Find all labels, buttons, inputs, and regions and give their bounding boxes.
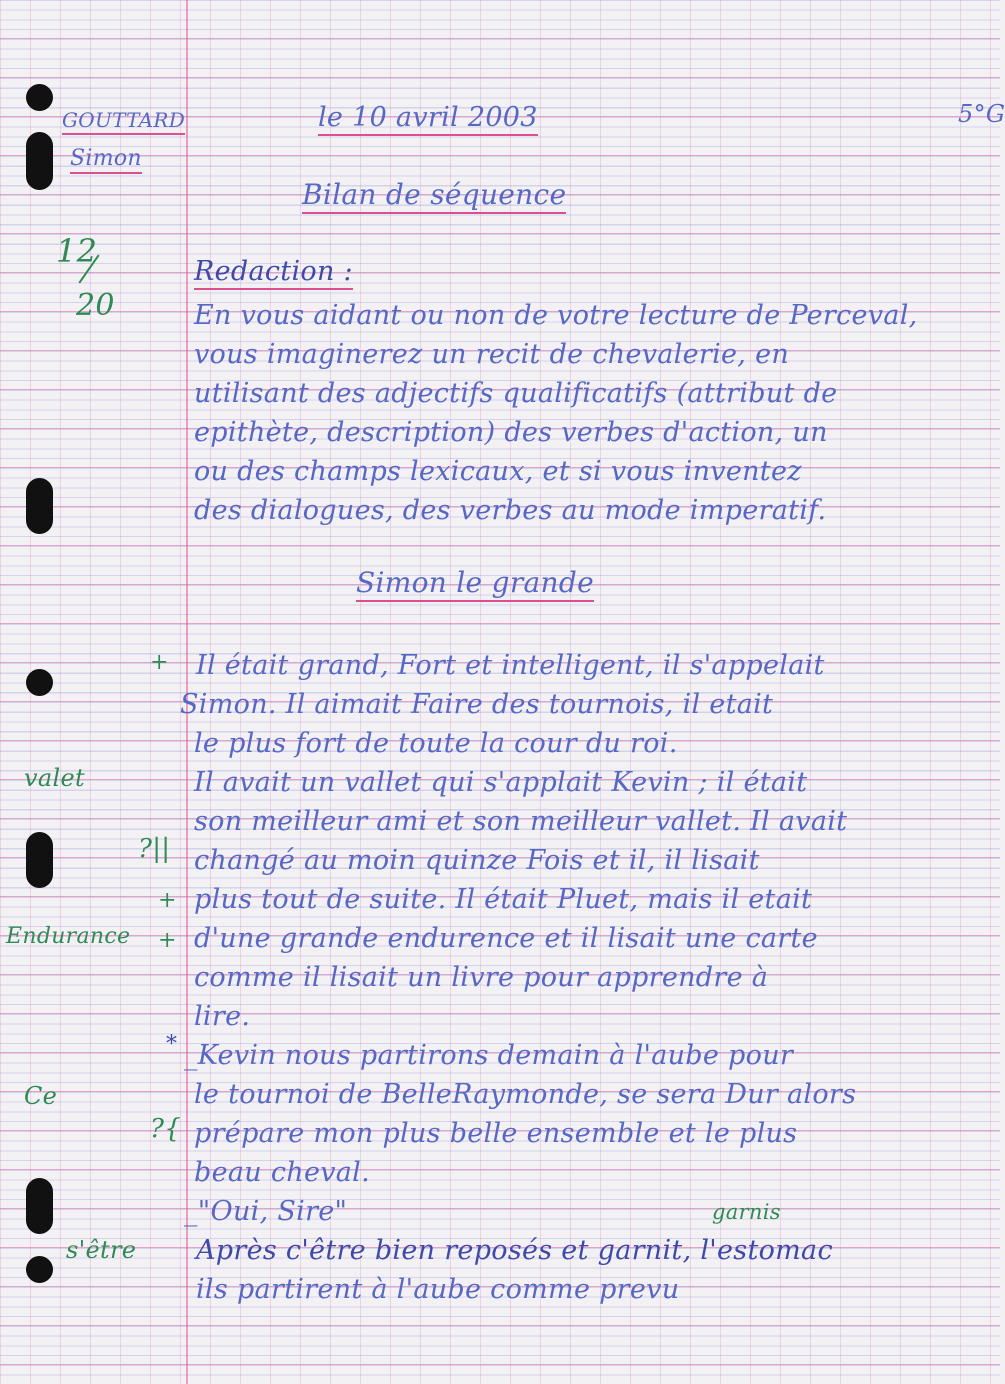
assignment-line: epithète, description) des verbes d'action, un (194, 417, 828, 448)
story-line: Il avait un vallet qui s'applait Kevin ; il était (194, 767, 808, 798)
correction-ce: Ce (24, 1082, 58, 1110)
assignment-line: utilisant des adjectifs qualificatifs (attribut de (194, 378, 838, 409)
assignment-line: En vous aidant ou non de votre lecture de Perceval, (194, 300, 918, 331)
grade-score: 12 (56, 232, 98, 270)
date: le 10 avril 2003 (318, 102, 538, 136)
story-line: Il était grand, Fort et intelligent, il s'appelait (196, 650, 825, 681)
correction-mark: + (158, 928, 177, 953)
grade-out-of: 20 (76, 288, 115, 323)
page-title: Bilan de séquence (302, 178, 566, 214)
correction-mark: + (150, 650, 169, 675)
story-title: Simon le grande (356, 566, 594, 602)
story-line: Après c'être bien reposés et garnit, l'estomac (196, 1235, 833, 1266)
student-last-name: GOUTTARD (62, 108, 185, 135)
correction-setre: s'être (66, 1236, 137, 1264)
story-line: prépare mon plus belle ensemble et le plus (194, 1118, 798, 1149)
story-line: _Kevin nous partirons demain à l'aube pour (184, 1040, 794, 1071)
correction-mark: ?{ (150, 1114, 182, 1144)
class-label: 5°G (958, 100, 1005, 128)
binder-hole-round (26, 669, 53, 696)
story-line: beau cheval. (194, 1157, 370, 1188)
section-heading: Redaction : (194, 256, 353, 290)
correction-mark: + (158, 888, 177, 913)
story-line: ils partirent à l'aube comme prevu (196, 1274, 680, 1305)
story-line: d'une grande endurence et il lisait une carte (194, 923, 818, 954)
binder-hole-oblong (26, 1178, 53, 1234)
story-line: changé au moin quinze Fois et il, il lisait (194, 845, 760, 876)
story-line: _"Oui, Sire" (184, 1196, 348, 1227)
story-line: le plus fort de toute la cour du roi. (194, 728, 678, 759)
story-line: lire. (194, 1001, 251, 1032)
correction-valet: valet (24, 764, 85, 792)
binder-hole-round (26, 1256, 53, 1283)
binder-hole-oblong (26, 132, 53, 190)
correction-mark: ?|| (138, 834, 171, 864)
story-line: son meilleur ami et son meilleur vallet. Il avait (194, 806, 848, 837)
assignment-line: vous imaginerez un recit de chevalerie, en (194, 339, 790, 370)
correction-mark: * (166, 1032, 178, 1057)
correction-endurance: Endurance (6, 924, 131, 949)
story-line: plus tout de suite. Il était Pluet, mais il etait (194, 884, 813, 915)
story-line: le tournoi de BelleRaymonde, se sera Dur alors (194, 1079, 857, 1110)
story-line: comme il lisait un livre pour apprendre à (194, 962, 769, 993)
binder-hole-round (26, 84, 53, 111)
correction-garnis: garnis (712, 1200, 781, 1224)
story-line: Simon. Il aimait Faire des tournois, il etait (180, 689, 774, 720)
assignment-line: ou des champs lexicaux, et si vous inventez (194, 456, 802, 487)
binder-hole-oblong (26, 478, 53, 534)
assignment-line: des dialogues, des verbes au mode imperatif. (194, 495, 827, 526)
student-first-name: Simon (70, 146, 142, 174)
binder-hole-oblong (26, 832, 53, 888)
